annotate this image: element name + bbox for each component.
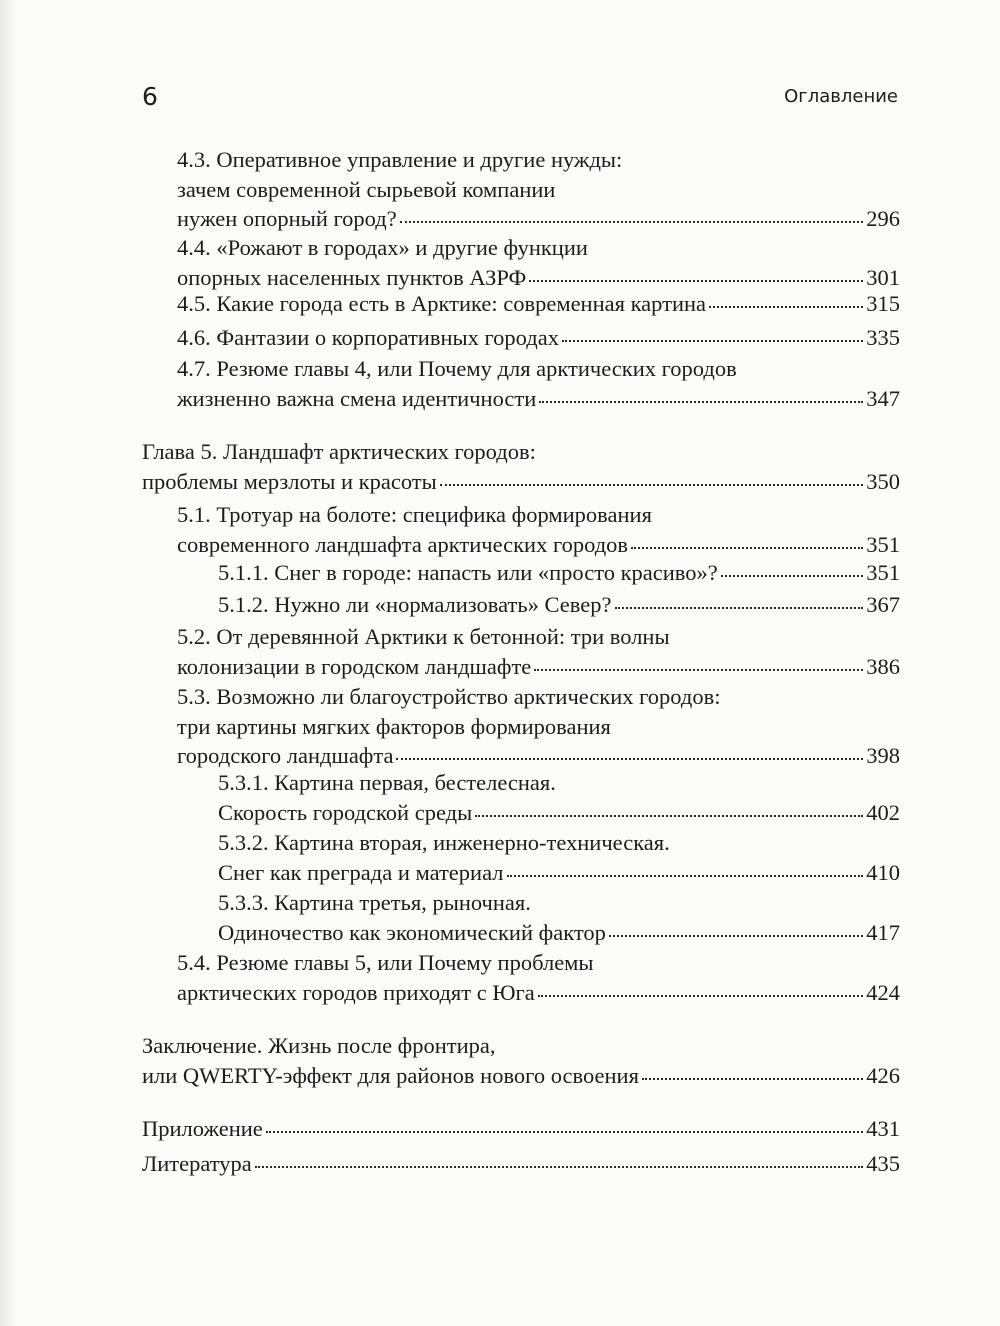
toc-page-number: 335 — [866, 325, 900, 350]
toc-page-number: 350 — [866, 468, 900, 494]
toc-entry-title-line: Заключение. Жизнь после фронтира, — [142, 1033, 496, 1058]
toc-entry-title-line: 4.3. Оперативное управление и другие нужды: — [177, 147, 623, 172]
dot-leader — [534, 668, 863, 671]
dot-leader — [266, 1130, 863, 1133]
dot-leader — [538, 994, 864, 997]
toc-entry-line — [177, 712, 611, 742]
toc-entry-last-line — [177, 741, 900, 771]
toc-entry-last-line — [142, 1114, 900, 1144]
toc-page-number: 402 — [866, 799, 900, 825]
toc-page-number: 351 — [866, 560, 900, 585]
toc-entry-line — [177, 233, 588, 263]
toc-entry-last-line — [218, 590, 900, 620]
toc-page-number: 296 — [866, 206, 900, 231]
toc-entry-line — [177, 682, 720, 712]
toc-entry-title-line: 5.1.2. Нужно ли «нормализовать» Север? — [218, 592, 612, 617]
dot-leader — [475, 814, 863, 817]
toc-page-number: 347 — [866, 385, 900, 411]
toc-page-number: 398 — [866, 743, 900, 768]
dot-leader — [562, 339, 863, 342]
toc-entry-title-line: городского ландшафта — [177, 743, 394, 768]
toc-entry-title-line: проблемы мерзлоты и красоты — [142, 468, 437, 494]
toc-page-number: 367 — [866, 592, 900, 617]
toc-entry-title-line: Литература — [142, 1151, 252, 1176]
toc-entry-title-line: Одиночество как экономический фактор — [218, 919, 606, 945]
toc-entry-line — [177, 500, 652, 530]
toc-entry-line — [218, 828, 670, 858]
toc-page-number: 386 — [866, 653, 900, 679]
page-number: 6 — [142, 82, 158, 111]
toc-page-number: 315 — [866, 291, 900, 316]
toc-entry-last-line — [218, 858, 900, 888]
toc-page-number: 431 — [866, 1116, 900, 1141]
dot-leader — [529, 279, 863, 282]
toc-entry-title-line: колонизации в городском ландшафте — [177, 653, 532, 679]
toc-page-number: 426 — [866, 1062, 900, 1088]
toc-entry-line — [177, 354, 737, 384]
toc-entry-line — [177, 175, 555, 205]
toc-entry-title-line: 5.4. Резюме главы 5, или Почему проблемы — [177, 950, 594, 975]
toc-page-number: 424 — [866, 979, 900, 1005]
toc-entry-title-line: современного ландшафта арктических городов — [177, 531, 629, 557]
toc-entry-title-line: Глава 5. Ландшафт арктических городов: — [142, 439, 536, 464]
toc-entry-last-line — [218, 798, 900, 828]
toc-entry-title-line: 4.4. «Рожают в городах» и другие функции — [177, 235, 588, 260]
toc-entry-title-line: 4.5. Какие города есть в Арктике: современная картина — [177, 291, 707, 316]
toc-entry-title-line: 5.2. От деревянной Арктики к бетонной: три волны — [177, 624, 670, 649]
toc-entry-last-line — [177, 323, 900, 353]
dot-leader — [507, 874, 864, 877]
dot-leader — [615, 606, 864, 609]
toc-entry-last-line — [177, 652, 900, 682]
toc-page-number: 351 — [866, 531, 900, 557]
dot-leader — [709, 305, 863, 308]
toc-entry-title-line: 5.3. Возможно ли благоустройство арктических городов: — [177, 684, 721, 709]
toc-entry-title-line: 5.3.3. Картина третья, рыночная. — [218, 890, 531, 915]
toc-entry-last-line — [177, 204, 900, 234]
dot-leader — [642, 1077, 863, 1080]
toc-entry-line — [177, 145, 622, 175]
toc-entry-title-line: три картины мягких факторов формирования — [177, 713, 611, 739]
toc-entry-last-line — [218, 558, 900, 588]
dot-leader — [631, 546, 863, 549]
dot-leader — [721, 574, 863, 577]
toc-entry-line — [177, 622, 670, 652]
toc-entry-last-line — [142, 1149, 900, 1179]
toc-entry-title-line: опорных населенных пунктов АЗРФ — [177, 264, 527, 290]
toc-entry-title-line: 4.7. Резюме главы 4, или Почему для арктических городов — [177, 356, 737, 381]
page-header — [142, 82, 898, 114]
toc-page-number: 417 — [866, 919, 900, 945]
toc-entry-line — [218, 768, 556, 798]
toc-entry-last-line — [177, 263, 900, 293]
dot-leader — [400, 220, 864, 223]
toc-entry-title-line: жизненно важна смена идентичности — [177, 385, 537, 411]
toc-entry-title-line: Скорость городской среды — [218, 799, 473, 825]
toc-entry-title-line: 5.1. Тротуар на болоте: специфика формирования — [177, 502, 652, 527]
toc-entry-line — [177, 948, 594, 978]
toc-entry-last-line — [177, 978, 900, 1008]
toc-entry-last-line — [177, 384, 900, 414]
toc-entry-last-line — [142, 1061, 900, 1091]
toc-entry-last-line — [218, 918, 900, 948]
toc-entry-line — [218, 888, 531, 918]
dot-leader — [609, 934, 863, 937]
running-head: Оглавление — [784, 86, 898, 107]
toc-entry-title-line: нужен опорный город? — [177, 206, 397, 231]
dot-leader — [396, 757, 863, 760]
toc-entry-title-line: зачем современной сырьевой компании — [177, 176, 556, 202]
toc-entry-line — [142, 437, 536, 467]
page-spine-shadow — [0, 0, 18, 1326]
toc-entry-title-line: 5.3.2. Картина вторая, инженерно-техническая. — [218, 830, 670, 855]
toc-entry-title-line: 5.1.1. Снег в городе: напасть или «просто красиво»? — [218, 560, 718, 585]
dot-leader — [539, 400, 863, 403]
toc-entry-title-line: Снег как преграда и материал — [218, 859, 504, 885]
toc-entry-last-line — [177, 530, 900, 560]
toc-entry-title-line: Приложение — [142, 1116, 263, 1141]
toc-entry-title-line: арктических городов приходят с Юга — [177, 979, 535, 1005]
toc-page-number: 410 — [866, 859, 900, 885]
dot-leader — [255, 1165, 863, 1168]
toc-entry-last-line — [177, 289, 900, 319]
toc-entry-line — [142, 1031, 496, 1061]
toc-page-number: 301 — [866, 264, 900, 290]
toc-entry-title-line: 4.6. Фантазии о корпоративных городах — [177, 325, 559, 350]
toc-entry-title-line: или QWERTY-эффект для районов нового освоения — [142, 1062, 639, 1088]
toc-entry-last-line — [142, 467, 900, 497]
toc-page-number: 435 — [866, 1151, 900, 1176]
toc-entry-title-line: 5.3.1. Картина первая, бестелесная. — [218, 770, 556, 795]
dot-leader — [440, 483, 864, 486]
